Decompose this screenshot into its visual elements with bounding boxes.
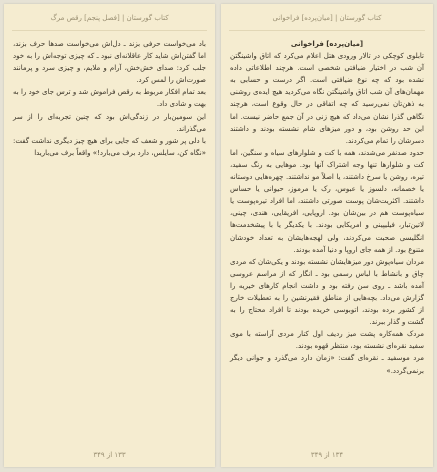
paragraph: مردک همه‌کاره پشت میز ردیف اول کنار مردی آراسته با موی سفید نقره‌ای نشسته بود، منتظر قهوه بودند. bbox=[230, 330, 424, 351]
page-body bbox=[230, 38, 424, 377]
running-header: کتاب گورستان | [فصل پنجم] رقص مرگ bbox=[50, 14, 169, 22]
paragraph: این سومین‌بار در زندگی‌اش بود که چنین تجربه‌ای را از سر می‌گذراند. bbox=[13, 112, 206, 133]
header-divider bbox=[12, 30, 207, 31]
paragraph: بعد تمام افکار مربوط به رقص فراموش شد و ترس جای خود را به بهت و شادی داد. bbox=[13, 88, 206, 109]
header-divider bbox=[229, 30, 425, 31]
page-body bbox=[13, 38, 206, 159]
page-number: ۱۳۳ از ۳۴۹ bbox=[93, 451, 126, 459]
paragraph: مرد موسفید ـ نقره‌ای گفت: «زمان دارد می‌گذرد و جوانی دیگر برنمی‌گردد.» bbox=[230, 354, 424, 375]
right-page bbox=[221, 4, 433, 467]
paragraph: تابلوی کوچکی در تالار ورودی هتل اعلام می‌کرد که اتاق واشینگتن آن شب در اختیار ضیافتی شخصی است. هرچند اطلاعاتی داده نشده بود که چه نوع ضیافتی است. اگر درست و حسابی به مهمان‌های آن شب اتاق واشینگتن نگاه می‌کردید هیچ ایده‌ی روشنی به ذهن‌تان نمی‌رسید که چه اتفاقی در حال وقوع است، هرچند نگاهی گذرا نشان می‌داد که هیچ زنی در آن جمع حاضر نیست. اما این حد روشن بود، و دور میزهای شام نشسته بودند و داشتند دسرشان را تمام می‌کردند. bbox=[230, 52, 424, 145]
left-page bbox=[4, 4, 215, 467]
paragraph: مردان سیاه‌پوش دور میزهایشان نشسته بودند و یکی‌شان که مردی چاق و بانشاط با لباس رسمی بود ـ انگار که از مراسم عروسی آمده باشد ـ روی سن رفته بود و داشت انجام کارهای خیریه را گزارش می‌داد. بچه‌هایی از مناطق فقیرنشین را به تعطیلات خارج از کشور برده بودند، اتوبوسی خریده بودند تا افراد محتاج را به گشت و گذار ببرند. bbox=[230, 257, 424, 327]
chapter-title: [میان‌پرده] فراخوانی bbox=[290, 40, 364, 48]
paragraph: باد می‌خواست حرفی بزند ـ دل‌اش می‌خواست صدها حرف بزند، اما گفتن‌اش شاید کار عاقلانه‌ای نبود ـ که چیزی توجه‌اش را به خود جلب کرد: صدای خش‌خش، آرام و ملایم، و چیزی سرد و پرمانند صورت‌اش را لمس کرد. bbox=[13, 40, 206, 85]
paragraph: با دلی پر شور و شعف که جایی برای هیچ چیز دیگری نداشت گفت: «نگاه کن، سایلس، دارد برف می‌بارد!» واقعاً برف می‌باریدا bbox=[13, 136, 206, 157]
running-header: کتاب گورستان | [میان‌پرده] فراخوانی bbox=[272, 14, 382, 22]
paragraph: حدود صدنفر می‌شدند، همه با کت و شلوارهای سیاه و سنگین، اما کت و شلوارها تنها وجه اشتراک آنها بود. موهایی به رنگ سفید، تیره، روشن یا سرخ داشتند، یا اصلاً مو نداشتند. چهره‌هایی دوستانه یا خصمانه، دلسوز یا عبوس، رک یا مرموز، حیوانی یا حساس داشتند. اکثریت‌شان پوست صورتی داشتند، اما افراد تیره‌پوست یا سیاه‌پوست هم در بین‌شان بود. اروپایی، افریقایی، هندی، چینی، لاتین‌تبار، فیلیپینی و امریکایی بودند. با یکدیگر یا با پیشخدمت‌ها انگلیسی صحبت می‌کردند، ولی لهجه‌هایشان به تعداد خودشان متنوع بود. از همه جای اروپا و دنیا آمده بودند. bbox=[230, 148, 424, 254]
page-number: ۱۳۴ از ۳۴۹ bbox=[310, 451, 344, 459]
